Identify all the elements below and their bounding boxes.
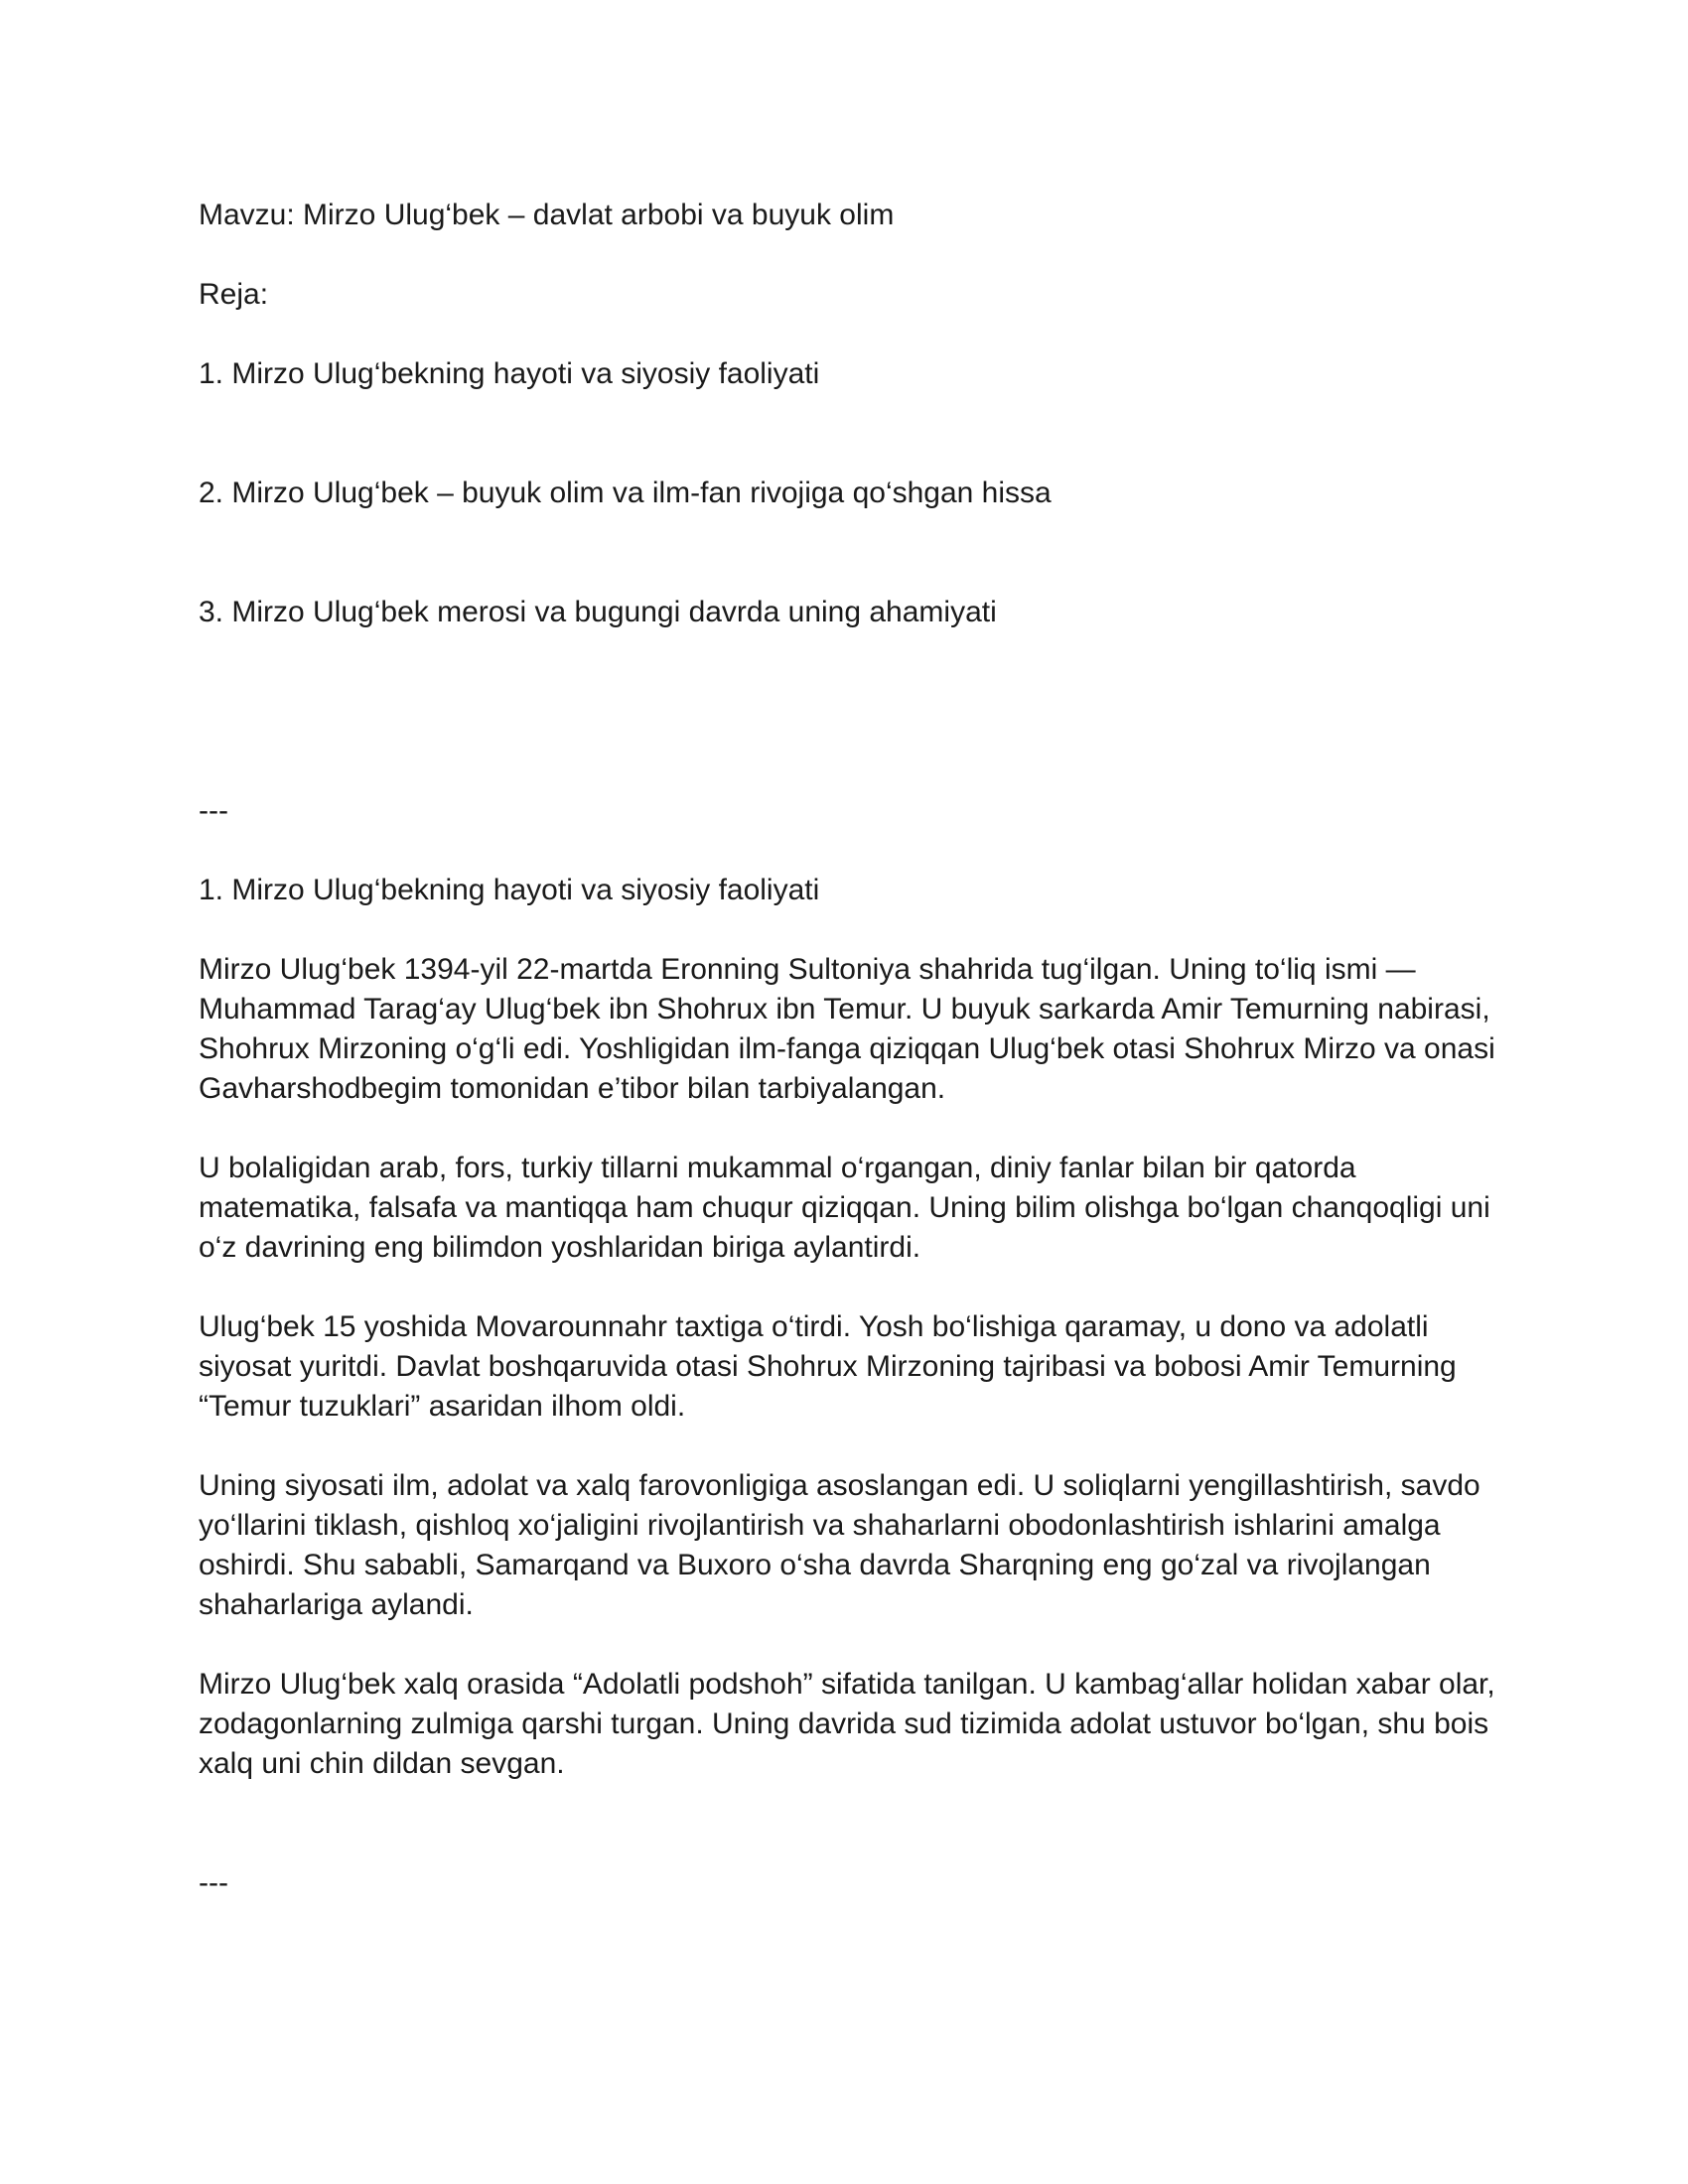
paragraph-3: Ulug‘bek 15 yoshida Movarounnahr taxtiga o‘tirdi. Yosh bo‘lishiga qaramay, u dono va adolatli siyosat yuritdi. Davlat boshqaruvida otasi Shohrux Mirzoning tajribasi va bobosi Amir Temurning “Temur tuzuklari” asaridan ilhom oldi. [199, 1310, 1457, 1423]
paragraph-1: Mirzo Ulug‘bek 1394-yil 22-martda Eronning Sultoniya shahrida tug‘ilgan. Uning to‘liq ismi — Muhammad Tarag‘ay Ulug‘bek ibn Shohrux ibn Temur. U buyuk sarkarda Amir Temurning nabirasi, Shohrux Mirzoning o‘g‘li edi. Yoshligidan ilm-fanga qiziqqan Ulug‘bek otasi Shohrux Mirzo va onasi Gavharshodbegim tomonidan e’tibor bilan tarbiyalangan. [199, 953, 1495, 1105]
separator: --- [199, 794, 228, 827]
section-heading: 1. Mirzo Ulug‘bekning hayoti va siyosiy faoliyati [199, 874, 820, 906]
paragraph-5: Mirzo Ulug‘bek xalq orasida “Adolatli podshoh” sifatida tanilgan. U kambag‘allar holidan xabar olar, zodagonlarning zulmiga qarshi turgan. Uning davrida sud tizimida adolat ustuvor bo‘lgan, shu bois xalq uni chin dildan sevgan. [199, 1668, 1495, 1780]
plan-item-3: 3. Mirzo Ulug‘bek merosi va bugungi davrda uning ahamiyati [199, 596, 997, 628]
document-topic: Mavzu: Mirzo Ulug‘bek – davlat arbobi va buyuk olim [199, 199, 895, 231]
plan-item-2: 2. Mirzo Ulug‘bek – buyuk olim va ilm-fan rivojiga qo‘shgan hissa [199, 477, 1052, 509]
plan-heading: Reja: [199, 278, 269, 311]
paragraph-2: U bolaligidan arab, fors, turkiy tillarni mukammal o‘rgangan, diniy fanlar bilan bir qatorda matematika, falsafa va mantiqqa ham chuqur qiziqqan. Uning bilim olishga bo‘lgan chanqoqligi uni o‘z davrining eng bilimdon yoshlaridan biriga aylantirdi. [199, 1152, 1490, 1264]
separator: --- [199, 1866, 228, 1899]
plan-item-1: 1. Mirzo Ulug‘bekning hayoti va siyosiy faoliyati [199, 357, 820, 390]
paragraph-4: Uning siyosati ilm, adolat va xalq farovonligiga asoslangan edi. U soliqlarni yengillashtirish, savdo yo‘llarini tiklash, qishloq xo‘jaligini rivojlantirish va shaharlarni obodonlashtirish ishlarini amalga oshirdi. Shu sababli, Samarqand va Buxoro o‘sha davrda Sharqning eng go‘zal va rivojlangan shaharlariga aylandi. [199, 1469, 1480, 1621]
